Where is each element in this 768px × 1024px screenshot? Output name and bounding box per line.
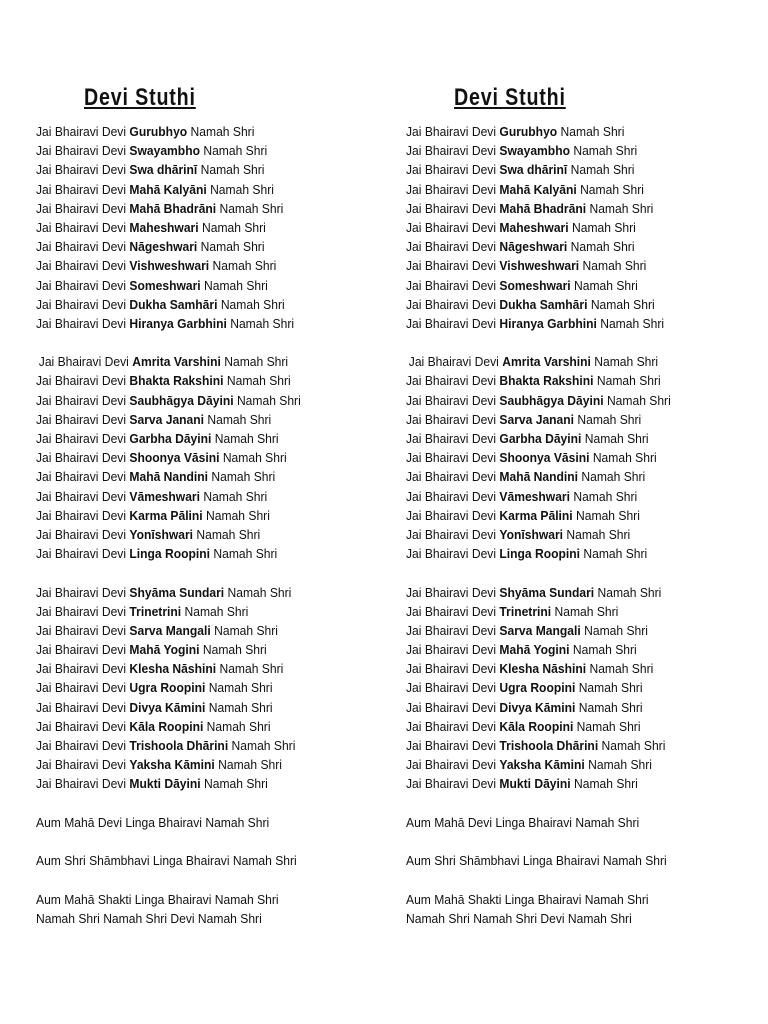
verse-suffix: Namah Shri [230, 315, 295, 331]
verse-line [36, 276, 301, 295]
verse-suffix: Namah Shri [207, 411, 272, 427]
verse-prefix: Jai Bhairavi Devi [36, 277, 127, 293]
verse-suffix: Namah Shri [576, 507, 640, 523]
verse-line [406, 467, 671, 486]
devi-name: Someshwari [499, 277, 571, 293]
verse-prefix: Jai Bhairavi Devi [36, 239, 127, 255]
verse-suffix: Namah Shri [590, 296, 655, 312]
verse-suffix: Namah Shri [214, 622, 278, 638]
devi-name: Sarva Mangali [499, 622, 581, 638]
verse-line [36, 448, 301, 467]
devi-name: Mahā Nandini [499, 469, 579, 485]
verse-prefix: Jai Bhairavi Devi [406, 143, 497, 159]
verse-line [406, 755, 671, 774]
verse-prefix: Jai Bhairavi Devi [36, 661, 127, 677]
devi-name: Dukha Samhāri [499, 296, 588, 312]
verse-suffix: Namah Shri [606, 392, 671, 408]
verse-line [406, 506, 671, 525]
verse-prefix: Jai Bhairavi Devi [36, 776, 127, 792]
verse-line [36, 736, 301, 755]
closing-line: Namah Shri Namah Shri Devi Namah Shri [406, 910, 632, 926]
verse-suffix: Namah Shri [213, 546, 278, 562]
verse-line [406, 314, 671, 333]
verse-suffix: Namah Shri [574, 277, 638, 293]
devi-name: Swa dhārinī [499, 162, 568, 178]
verse-prefix: Jai Bhairavi Devi [36, 450, 127, 466]
verse-prefix: Jai Bhairavi Devi [406, 661, 497, 677]
verse-prefix: Jai Bhairavi Devi [36, 373, 127, 389]
verse-line [406, 218, 671, 237]
devi-name: Mahā Kalyāni [129, 181, 207, 197]
verse-prefix: Jai Bhairavi Devi [36, 124, 127, 139]
verse-line [36, 717, 301, 736]
verse-prefix: Jai Bhairavi Devi [406, 277, 497, 293]
devi-name: Dukha Samhāri [129, 296, 218, 312]
verse-suffix: Namah Shri [582, 258, 647, 274]
devi-name: Someshwari [129, 277, 201, 293]
verse-suffix: Namah Shri [581, 469, 646, 485]
verse-suffix: Namah Shri [219, 200, 284, 216]
verse-prefix: Jai Bhairavi Devi [406, 526, 497, 542]
stanza-gap [406, 832, 691, 851]
verse-prefix: Jai Bhairavi Devi [36, 526, 127, 542]
verse-prefix: Jai Bhairavi Devi [36, 162, 127, 178]
verse-suffix: Namah Shri [212, 258, 277, 274]
verse-line [36, 352, 301, 371]
verse-line [36, 256, 301, 275]
verse-suffix: Namah Shri [589, 661, 654, 677]
verse-prefix: Jai Bhairavi Devi [406, 738, 497, 753]
verse-prefix: Jai Bhairavi Devi [36, 469, 127, 485]
verse-suffix: Namah Shri [572, 642, 637, 658]
devi-name: Mahā Kalyāni [499, 181, 577, 197]
verse-line [36, 237, 301, 256]
verse-prefix: Jai Bhairavi Devi [36, 219, 127, 235]
devi-name: Mahā Nandini [129, 469, 209, 485]
verse-prefix: Jai Bhairavi Devi [406, 507, 497, 523]
devi-name: Mahā Yogini [129, 642, 200, 658]
verse-line [36, 314, 301, 333]
verse-line [36, 640, 301, 659]
verse-prefix: Jai Bhairavi Devi [36, 603, 127, 619]
verse-line [36, 180, 301, 199]
devi-name: Linga Roopini [499, 546, 581, 562]
verse-prefix: Jai Bhairavi Devi [406, 757, 497, 773]
devi-name: Maheshwari [129, 219, 199, 235]
verse-line [406, 621, 671, 640]
closing-line: Aum Mahā Devi Linga Bhairavi Namah Shri [36, 814, 270, 830]
closing-line: Namah Shri Namah Shri Devi Namah Shri [36, 910, 262, 926]
verse-prefix: Jai Bhairavi Devi [36, 392, 127, 408]
verse-line [406, 774, 671, 793]
verse-suffix: Namah Shri [220, 296, 285, 312]
verse-suffix: Namah Shri [570, 239, 635, 255]
verse-line [406, 141, 671, 160]
verse-line [406, 371, 671, 390]
verse-suffix: Namah Shri [206, 507, 270, 523]
devi-name: Ugra Roopini [499, 680, 576, 696]
verse-prefix: Jai Bhairavi Devi [406, 642, 497, 658]
verse-prefix: Jai Bhairavi Devi [406, 200, 497, 216]
verse-prefix: Jai Bhairavi Devi [406, 718, 497, 734]
verse-line [36, 659, 301, 678]
verse-prefix: Jai Bhairavi Devi [406, 603, 497, 619]
verse-prefix: Jai Bhairavi Devi [36, 296, 127, 312]
verse-line [406, 525, 671, 544]
devi-name: Mahā Bhadrāni [129, 200, 217, 216]
devi-name: Karma Pālini [129, 507, 203, 523]
verse-suffix: Namah Shri [222, 450, 287, 466]
devi-name: Amrita Varshini [132, 354, 221, 370]
devi-name: Hiranya Garbhini [499, 315, 597, 331]
devi-name: Yaksha Kāmini [129, 757, 215, 773]
verse-line [406, 352, 671, 371]
verse-line [36, 122, 301, 141]
verse-suffix: Namah Shri [576, 718, 641, 734]
verse-line [36, 371, 301, 390]
verse-suffix: Namah Shri [202, 642, 267, 658]
verse-prefix: Jai Bhairavi Devi [406, 315, 497, 331]
verse-suffix: Namah Shri [204, 277, 268, 293]
devi-name: Klesha Nāshini [499, 661, 587, 677]
verse-line [36, 295, 301, 314]
verse-prefix: Jai Bhairavi Devi [36, 642, 127, 658]
verse-line [36, 391, 301, 410]
devi-name: Vāmeshwari [499, 488, 570, 504]
devi-name: Yonīshwari [499, 526, 564, 542]
verse-prefix: Jai Bhairavi Devi [406, 776, 497, 792]
verse-prefix: Jai Bhairavi Devi [406, 546, 497, 562]
verse-line [36, 602, 301, 621]
devi-name: Mahā Yogini [499, 642, 570, 658]
verse-prefix: Jai Bhairavi Devi [406, 469, 497, 485]
verse-line [406, 717, 671, 736]
verse-suffix: Namah Shri [597, 584, 662, 600]
devi-name: Bhakta Rakshini [499, 373, 594, 389]
devi-name: Shoonya Vāsini [129, 450, 220, 466]
verse-line [36, 506, 301, 525]
verse-prefix: Jai Bhairavi Devi [406, 239, 497, 255]
verse-prefix: Jai Bhairavi Devi [36, 507, 127, 523]
devi-name: Divya Kāmini [499, 699, 576, 715]
devi-name: Kāla Roopini [129, 718, 204, 734]
verse-line [36, 218, 301, 237]
devi-name: Trinetrini [499, 603, 552, 619]
verse-suffix: Namah Shri [554, 603, 619, 619]
devi-name: Nāgeshwari [499, 239, 568, 255]
verse-lines [36, 122, 321, 928]
verse-line [406, 544, 671, 563]
devi-name: Shyāma Sundari [129, 584, 225, 600]
verse-line [36, 525, 301, 544]
verse-suffix: Namah Shri [226, 373, 291, 389]
verse-prefix: Jai Bhairavi Devi [406, 162, 497, 178]
verse-suffix: Namah Shri [573, 143, 638, 159]
devi-name: Maheshwari [499, 219, 569, 235]
verse-suffix: Namah Shri [206, 718, 271, 734]
verse-suffix: Namah Shri [578, 680, 643, 696]
verse-line [406, 698, 671, 717]
verse-suffix: Namah Shri [584, 431, 649, 446]
verse-prefix: Jai Bhairavi Devi [36, 200, 127, 216]
verse-prefix: Jai Bhairavi Devi [406, 584, 497, 600]
verse-line [406, 276, 671, 295]
verse-suffix: Namah Shri [570, 162, 635, 178]
closing-line: Aum Mahā Devi Linga Bhairavi Namah Shri [406, 814, 640, 830]
verse-line [406, 487, 671, 506]
devi-name: Hiranya Garbhini [129, 315, 227, 331]
devi-name: Gurubhyo [499, 124, 558, 139]
devi-name: Garbha Dāyini [499, 431, 582, 446]
devi-name: Divya Kāmini [129, 699, 206, 715]
verse-suffix: Namah Shri [231, 738, 296, 753]
verse-suffix: Namah Shri [224, 354, 289, 370]
devi-name: Saubhāgya Dāyini [499, 392, 604, 408]
verse-prefix: Jai Bhairavi Devi [36, 315, 127, 331]
devi-name: Shyāma Sundari [499, 584, 595, 600]
verse-prefix: Jai Bhairavi Devi [406, 622, 497, 638]
verse-prefix: Jai Bhairavi Devi [36, 718, 127, 734]
verse-suffix: Namah Shri [592, 450, 657, 466]
devi-name: Yonīshwari [129, 526, 194, 542]
verse-line [36, 487, 301, 506]
verse-suffix: Namah Shri [589, 200, 654, 216]
verse-prefix: Jai Bhairavi Devi [406, 450, 497, 466]
verse-line [36, 141, 301, 160]
verse-prefix: Jai Bhairavi Devi [36, 258, 127, 274]
verse-line [406, 640, 671, 659]
verse-suffix: Namah Shri [211, 469, 276, 485]
verse-prefix: Jai Bhairavi Devi [406, 219, 497, 235]
verse-line [406, 237, 671, 256]
verse-suffix: Namah Shri [202, 219, 266, 235]
verse-line [36, 410, 301, 429]
verse-prefix: Jai Bhairavi Devi [406, 699, 497, 715]
stanza-gap [36, 333, 321, 352]
verse-prefix: Jai Bhairavi Devi [406, 680, 497, 696]
verse-line [406, 583, 671, 602]
verse-suffix: Namah Shri [601, 738, 666, 753]
devi-name: Vishweshwari [499, 258, 580, 274]
verse-suffix: Namah Shri [218, 757, 282, 773]
verse-prefix: Jai Bhairavi Devi [406, 488, 497, 504]
verse-line [406, 256, 671, 275]
verse-line [406, 180, 671, 199]
verse-prefix: Jai Bhairavi Devi [406, 296, 497, 312]
verse-line [36, 583, 301, 602]
devi-name: Trinetrini [129, 603, 182, 619]
verse-line [36, 678, 301, 697]
verse-prefix: Jai Bhairavi Devi [38, 354, 129, 370]
devi-name: Mukti Dāyini [499, 776, 571, 792]
verse-suffix: Namah Shri [200, 239, 265, 255]
verse-prefix: Jai Bhairavi Devi [36, 622, 127, 638]
verse-prefix: Jai Bhairavi Devi [406, 373, 497, 389]
devi-name: Trishoola Dhārini [129, 738, 229, 753]
verse-prefix: Jai Bhairavi Devi [406, 181, 497, 197]
verse-suffix: Namah Shri [208, 680, 273, 696]
verse-prefix: Jai Bhairavi Devi [36, 699, 127, 715]
verse-line [36, 755, 301, 774]
stanza-gap [406, 563, 691, 582]
devi-name: Sarva Janani [499, 411, 575, 427]
devi-name: Klesha Nāshini [129, 661, 217, 677]
stanza-gap [36, 794, 321, 813]
verse-line [36, 160, 301, 179]
verse-prefix: Jai Bhairavi Devi [36, 546, 127, 562]
verse-line [406, 448, 671, 467]
closing-line: Aum Shri Shāmbhavi Linga Bhairavi Namah Shri [406, 853, 667, 869]
verse-suffix: Namah Shri [203, 143, 268, 159]
verse-prefix: Jai Bhairavi Devi [406, 411, 497, 427]
verse-prefix: Jai Bhairavi Devi [406, 392, 497, 408]
verse-lines [406, 122, 691, 928]
stanza-gap [36, 832, 321, 851]
verse-line [406, 429, 671, 448]
devi-name: Kāla Roopini [499, 718, 574, 734]
verse-suffix: Namah Shri [580, 181, 644, 197]
stanza-gap [406, 333, 691, 352]
verse-line [36, 621, 301, 640]
verse-suffix: Namah Shri [583, 546, 648, 562]
verse-suffix: Namah Shri [208, 699, 273, 715]
devi-name: Shoonya Vāsini [499, 450, 590, 466]
stanza-gap [36, 870, 321, 889]
verse-line [406, 678, 671, 697]
verse-line [36, 698, 301, 717]
devi-name: Bhakta Rakshini [129, 373, 224, 389]
verse-line [406, 410, 671, 429]
devi-name: Karma Pālini [499, 507, 573, 523]
verse-line [406, 391, 671, 410]
verse-suffix: Namah Shri [190, 124, 255, 139]
closing-line: Aum Shri Shāmbhavi Linga Bhairavi Namah Shri [36, 853, 297, 869]
page-title: Devi Stuthi [454, 84, 566, 111]
devi-name: Swayambho [129, 143, 200, 159]
verse-suffix: Namah Shri [596, 373, 661, 389]
devi-name: Nāgeshwari [129, 239, 198, 255]
verse-prefix: Jai Bhairavi Devi [406, 258, 497, 274]
verse-suffix: Namah Shri [203, 488, 268, 504]
verse-prefix: Jai Bhairavi Devi [36, 488, 127, 504]
verse-suffix: Namah Shri [566, 526, 631, 542]
devi-name: Mahā Bhadrāni [499, 200, 587, 216]
verse-prefix: Jai Bhairavi Devi [408, 354, 499, 370]
verse-suffix: Namah Shri [577, 411, 642, 427]
devi-name: Gurubhyo [129, 124, 188, 139]
verse-line [36, 467, 301, 486]
verse-line [36, 544, 301, 563]
verse-suffix: Namah Shri [573, 488, 638, 504]
verse-suffix: Namah Shri [184, 603, 249, 619]
devi-name: Swayambho [499, 143, 570, 159]
verse-suffix: Namah Shri [236, 392, 301, 408]
devi-name: Vishweshwari [129, 258, 210, 274]
verse-prefix: Jai Bhairavi Devi [36, 143, 127, 159]
devi-name: Sarva Janani [129, 411, 205, 427]
closing-line: Aum Mahā Shakti Linga Bhairavi Namah Shri [406, 891, 649, 907]
verse-line [406, 122, 671, 141]
verse-line [36, 199, 301, 218]
verse-line [406, 659, 671, 678]
verse-suffix: Namah Shri [196, 526, 261, 542]
verse-prefix: Jai Bhairavi Devi [406, 431, 497, 446]
verse-suffix: Namah Shri [200, 162, 265, 178]
verse-line [406, 160, 671, 179]
verse-line [406, 295, 671, 314]
verse-line [406, 602, 671, 621]
devi-name: Sarva Mangali [129, 622, 211, 638]
verse-suffix: Namah Shri [214, 431, 279, 446]
verse-prefix: Jai Bhairavi Devi [36, 738, 127, 753]
devi-name: Yaksha Kāmini [499, 757, 585, 773]
devi-name: Amrita Varshini [502, 354, 591, 370]
verse-suffix: Namah Shri [210, 181, 274, 197]
devi-name: Saubhāgya Dāyini [129, 392, 234, 408]
verse-prefix: Jai Bhairavi Devi [36, 431, 127, 446]
devi-name: Swa dhārinī [129, 162, 198, 178]
devi-name: Vāmeshwari [129, 488, 200, 504]
verse-prefix: Jai Bhairavi Devi [36, 411, 127, 427]
verse-prefix: Jai Bhairavi Devi [406, 124, 497, 139]
verse-prefix: Jai Bhairavi Devi [36, 584, 127, 600]
devi-name: Mukti Dāyini [129, 776, 201, 792]
verse-suffix: Namah Shri [578, 699, 643, 715]
verse-suffix: Namah Shri [594, 354, 659, 370]
verse-line [36, 774, 301, 793]
verse-line [406, 199, 671, 218]
devi-name: Trishoola Dhārini [499, 738, 599, 753]
verse-suffix: Namah Shri [574, 776, 638, 792]
verse-suffix: Namah Shri [584, 622, 648, 638]
verse-prefix: Jai Bhairavi Devi [36, 757, 127, 773]
verse-prefix: Jai Bhairavi Devi [36, 680, 127, 696]
verse-suffix: Namah Shri [600, 315, 665, 331]
verse-line [406, 736, 671, 755]
verse-suffix: Namah Shri [227, 584, 292, 600]
verse-prefix: Jai Bhairavi Devi [36, 181, 127, 197]
verse-line [36, 429, 301, 448]
verse-suffix: Namah Shri [219, 661, 284, 677]
verse-suffix: Namah Shri [572, 219, 636, 235]
closing-line: Aum Mahā Shakti Linga Bhairavi Namah Shri [36, 891, 279, 907]
page-title: Devi Stuthi [84, 84, 196, 111]
stanza-gap [406, 794, 691, 813]
devi-name: Ugra Roopini [129, 680, 206, 696]
verse-suffix: Namah Shri [560, 124, 625, 139]
verse-suffix: Namah Shri [588, 757, 652, 773]
devi-name: Linga Roopini [129, 546, 211, 562]
stanza-gap [406, 870, 691, 889]
stanza-gap [36, 563, 321, 582]
devi-name: Garbha Dāyini [129, 431, 212, 446]
verse-suffix: Namah Shri [204, 776, 268, 792]
